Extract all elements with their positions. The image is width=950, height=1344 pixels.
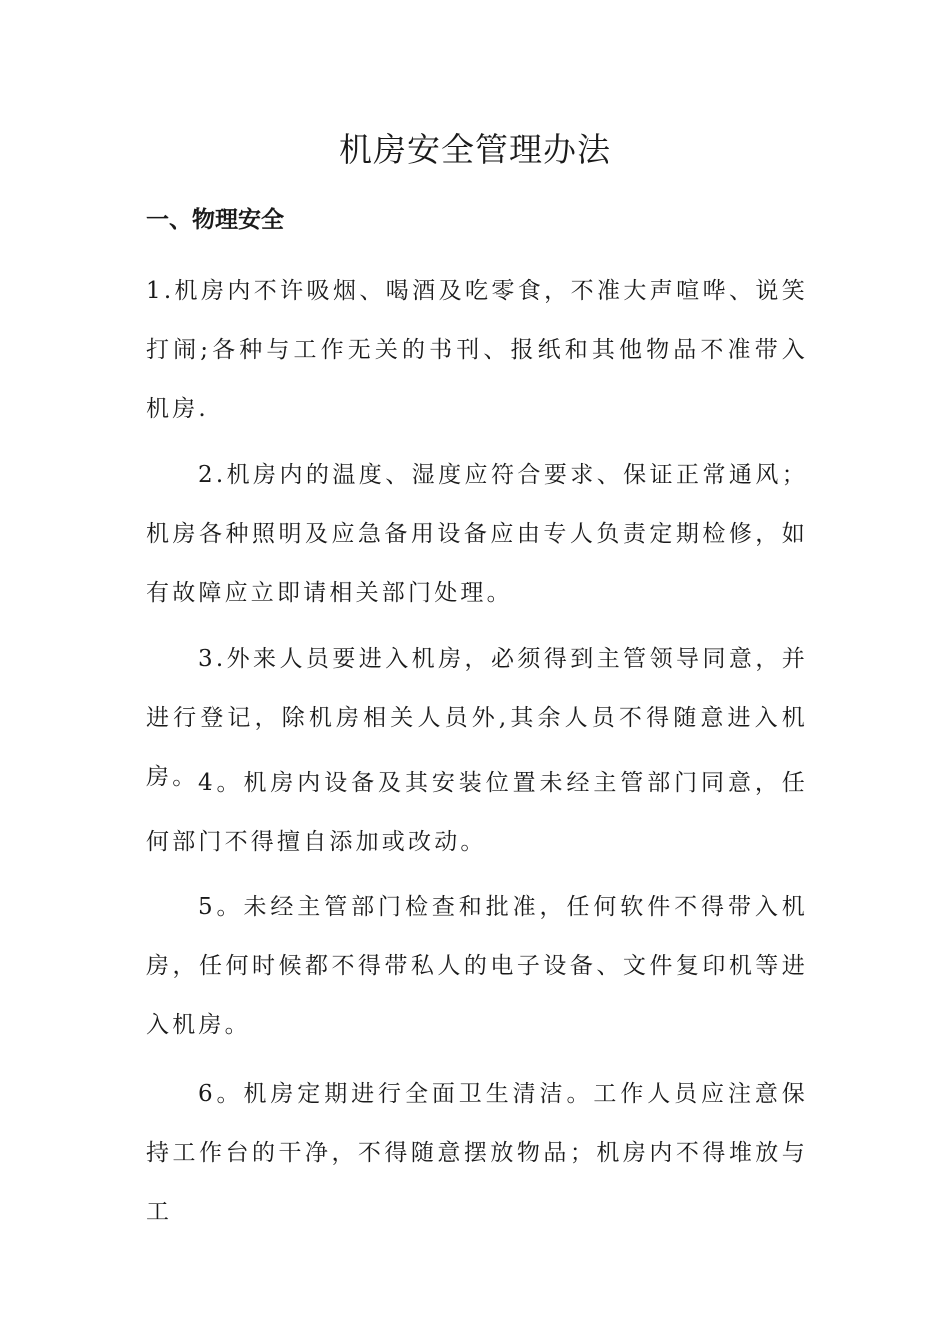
section-heading: 一、物理安全: [146, 207, 284, 233]
paragraph-6: 6。机房定期进行全面卫生清洁。工作人员应注意保持工作台的干净，不得随意摆放物品；机房内不得堆放与工: [146, 1081, 808, 1225]
paragraph-2: 2.机房内的温度、湿度应符合要求、保证正常通风；机房各种照明及应急备用设备应由专人负责定期检修，如有故障应立即请相关部门处理。: [146, 462, 808, 606]
paragraph-1: 1.机房内不许吸烟、喝酒及吃零食，不准大声喧哗、说笑打闹;各种与工作无关的书刊、报纸和其他物品不准带入机房.: [146, 278, 808, 422]
paragraph-3: 3.外来人员要进入机房，必须得到主管领导同意，并进行登记，除机房相关人员外,其余人员不得随意进入机房。: [146, 646, 808, 790]
paragraph-5: 5。未经主管部门检查和批准，任何软件不得带入机房，任何时候都不得带私人的电子设备、文件复印机等进入机房。: [146, 894, 808, 1038]
document-title: 机房安全管理办法: [339, 130, 611, 169]
paragraph-4: 4。机房内设备及其安装位置未经主管部门同意，任何部门不得擅自添加或改动。: [146, 770, 808, 855]
